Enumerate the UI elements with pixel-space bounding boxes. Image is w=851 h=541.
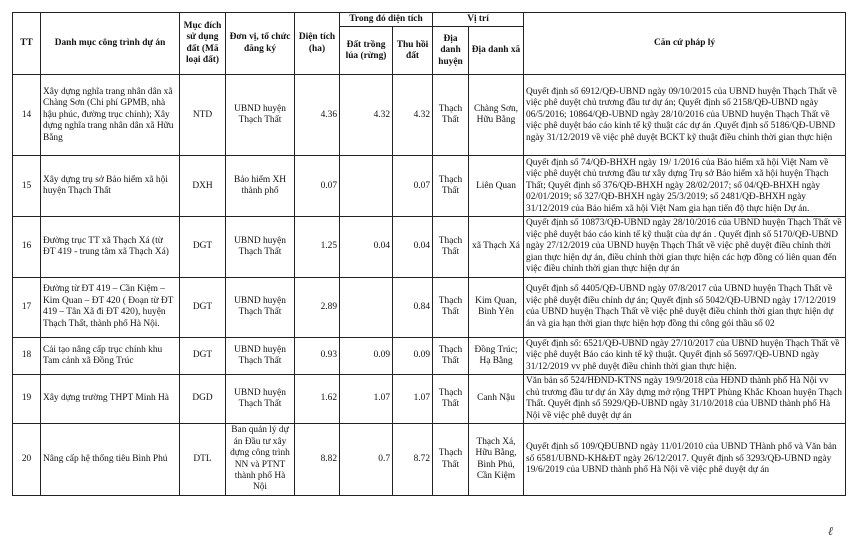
header-area: Diện tích (ha) — [295, 13, 340, 75]
header-tt: TT — [13, 13, 41, 75]
table-row — [13, 217, 846, 277]
row-tt: 19 — [13, 375, 41, 424]
row-reclaim: 0.84 — [393, 277, 433, 337]
row-purpose: DTL — [180, 424, 226, 496]
header-legal: Căn cứ pháp lý — [524, 13, 846, 75]
row-area: 1.25 — [295, 217, 340, 277]
row-tt: 15 — [13, 156, 41, 217]
table-row — [13, 75, 846, 156]
header-unit: Đơn vị, tổ chức đăng ký — [226, 13, 295, 75]
header-reclaim: Thu hồi đất — [393, 27, 433, 75]
row-commune: Đồng Trúc; Hạ Bằng — [469, 337, 524, 374]
row-area: 1.62 — [295, 375, 340, 424]
row-commune: Kim Quan, Bình Yên — [469, 277, 524, 337]
row-legal: Quyết định số: 6521/QĐ-UBND ngày 27/10/2017 của UBND huyện Thạch Thất về việc phê duyệt Báo cáo kinh tế kỹ thuật. Quyết định số 5697/QĐ-UBND ngày 31/12/2019 vv phê duyệt điều chỉnh thời gian thực hiện. — [524, 337, 846, 374]
row-commune: Liên Quan — [469, 156, 524, 217]
row-commune: Canh Nậu — [469, 375, 524, 424]
table-row — [13, 337, 846, 374]
row-area: 4.36 — [295, 75, 340, 156]
row-area: 2.89 — [295, 277, 340, 337]
row-unit: UBND huyện Thạch Thất — [226, 277, 295, 337]
row-purpose: NTD — [180, 75, 226, 156]
row-district: Thạch Thất — [433, 424, 469, 496]
row-legal: Văn bản số 524/HĐND-KTNS ngày 19/9/2018 của HĐND thành phố Hà Nội vv chủ trương đầu tư dự án Xây dựng mở rộng THPT Phùng Khắc Khoan huyện Thạch Thất. Quyết định số 5929/QĐ-UBND ngày 31/10/2018 của UBND thành phố Hà Nội về việc phê duyệt dự án — [524, 375, 846, 424]
row-district: Thạch Thất — [433, 156, 469, 217]
row-purpose: DGD — [180, 375, 226, 424]
row-rice: 0.7 — [340, 424, 393, 496]
row-unit: Bảo hiểm XH thành phố — [226, 156, 295, 217]
row-unit: UBND huyện Thạch Thất — [226, 375, 295, 424]
row-purpose: DGT — [180, 337, 226, 374]
row-rice: 4.32 — [340, 75, 393, 156]
row-reclaim: 0.09 — [393, 337, 433, 374]
row-district: Thạch Thất — [433, 217, 469, 277]
row-project: Xây dựng nghĩa trang nhân dân xã Chàng Sơn (Chi phí GPMB, nhà hậu phúc, đường trục chính); Xây dựng nghĩa trang nhân dân xã Hữu Bằng — [41, 75, 180, 156]
row-district: Thạch Thất — [433, 337, 469, 374]
land-use-table — [12, 12, 846, 496]
signature-mark: ℓ — [828, 524, 833, 538]
row-unit: Ban quản lý dự án Đầu tư xây dựng công trình NN và PTNT thành phố Hà Nội — [226, 424, 295, 496]
row-unit: UBND huyện Thạch Thất — [226, 337, 295, 374]
row-rice: 0.04 — [340, 217, 393, 277]
row-project: Đường từ ĐT 419 – Cần Kiệm – Kim Quan – ĐT 420 ( Đoạn từ ĐT 419 – Tân Xã đi ĐT 420), huyện Thạch Thất, thành phố Hà Nội. — [41, 277, 180, 337]
row-commune: Chàng Sơn, Hữu Bằng — [469, 75, 524, 156]
row-project: Cải tạo nâng cấp trục chính khu Tam cảnh xã Đồng Trúc — [41, 337, 180, 374]
header-group-location: Vị trí — [433, 13, 524, 27]
row-district: Thạch Thất — [433, 277, 469, 337]
row-commune: xã Thạch Xá — [469, 217, 524, 277]
row-legal: Quyết định số 74/QĐ-BHXH ngày 19/ 1/2016 của Bảo hiểm xã hội Việt Nam về việc phê duyệt chủ trương đầu tư xây dựng Trụ sở Bảo hiểm xã hội huyện Thạch Thất; Quyết định số 376/QĐ-BHXH ngày 28/02/2017; số 04/QĐ-BHXH ngày 02/01/2019; số 327/QĐ-BHXH ngày 25/3/2019; số 2481/QĐ-BHXH ngày 31/12/2019 của Bảo hiểm xã hội Việt Nam gia hạn tiến độ thực hiện Dự án. — [524, 156, 846, 217]
row-unit: UBND huyện Thạch Thất — [226, 217, 295, 277]
table-row — [13, 156, 846, 217]
row-legal: Quyết định số 109/QĐUBND ngày 11/01/2010 của UBND THành phố và Văn bản số 6581/UBND-KH&ĐT ngày 26/12/2017. Quyết định số 3293/QĐ-UBND ngày 19/6/2019 của UBND thành phố Hà Nội về việc phê duyệt dự án — [524, 424, 846, 496]
row-area: 8.82 — [295, 424, 340, 496]
row-project: Xây dựng trụ sở Bảo hiểm xã hội huyện Thạch Thất — [41, 156, 180, 217]
row-reclaim: 0.07 — [393, 156, 433, 217]
row-project: Nâng cấp hệ thống tiêu Bình Phú — [41, 424, 180, 496]
row-tt: 17 — [13, 277, 41, 337]
row-district: Thạch Thất — [433, 375, 469, 424]
table-row — [13, 424, 846, 496]
header-group-area: Trong đó diện tích — [340, 13, 433, 27]
table-row — [13, 277, 846, 337]
row-area: 0.07 — [295, 156, 340, 217]
row-tt: 16 — [13, 217, 41, 277]
row-rice — [340, 156, 393, 217]
row-unit: UBND huyện Thạch Thất — [226, 75, 295, 156]
row-purpose: DGT — [180, 277, 226, 337]
header-rice: Đất trồng lúa (rừng) — [340, 27, 393, 75]
row-reclaim: 4.32 — [393, 75, 433, 156]
row-tt: 18 — [13, 337, 41, 374]
row-legal: Quyết định số 4405/QĐ-UBND ngày 07/8/2017 của UBND huyện Thạch Thất về việc phê duyệt điều chỉnh dự án; Quyết định số 5042/QĐ-UBND ngày 17/12/2019 của UBND huyện Thạch Thất về việc phê duyệt điều chỉnh thời gian thực hiện dự án và gia hạn thời gian thực hiện hợp đồng thi công gói thầu số 02 — [524, 277, 846, 337]
row-tt: 14 — [13, 75, 41, 156]
row-rice: 1.07 — [340, 375, 393, 424]
row-purpose: DXH — [180, 156, 226, 217]
row-tt: 20 — [13, 424, 41, 496]
row-legal: Quyết định số 6912/QĐ-UBND ngày 09/10/2015 của UBND huyện Thạch Thất về việc phê duyệt chủ trương đầu tư dự án; Quyết định số 2158/QĐ-UBND ngày 06/5/2016; 10864/QĐ-UBND ngày 28/10/2016 của UBND huyện Thạch Thất về việc phê duyệt báo cáo kinh tế kỹ thuật các dự án .Quyết định số 5186/QĐ-UBND ngày 31/12/2019 về việc phê duyệt BCKT kỹ thuật điều chỉnh thời gian thực hiện — [524, 75, 846, 156]
table-row — [13, 375, 846, 424]
row-rice — [340, 277, 393, 337]
row-reclaim: 0.04 — [393, 217, 433, 277]
header-commune: Địa danh xã — [469, 27, 524, 75]
row-project: Đường trục TT xã Thạch Xá (từ ĐT 419 - trung tâm xã Thạch Xá) — [41, 217, 180, 277]
row-project: Xây dựng trường THPT Minh Hà — [41, 375, 180, 424]
row-commune: Thạch Xá, Hữu Bằng, Bình Phú, Cần Kiệm — [469, 424, 524, 496]
header-district: Địa danh huyện — [433, 27, 469, 75]
row-purpose: DGT — [180, 217, 226, 277]
row-rice: 0.09 — [340, 337, 393, 374]
row-reclaim: 8.72 — [393, 424, 433, 496]
row-district: Thạch Thất — [433, 75, 469, 156]
row-reclaim: 1.07 — [393, 375, 433, 424]
header-purpose: Mục đích sử dụng đất (Mã loại đất) — [180, 13, 226, 75]
header-project: Danh mục công trình dự án — [41, 13, 180, 75]
row-legal: Quyết định số 10873/QĐ-UBND ngày 28/10/2016 của UBND huyện Thạch Thất về việc phê duyệt báo cáo kinh tế kỹ thuật của dự án . Quyết định số 5170/QĐ-UBND ngày 27/12/2019 của UBND huyện Thạch Thất về việc phê duyệt điều chỉnh thời gian thực hiện dự án, điều chỉnh thời gian thực hiện các hợp đồng có liên quan đến việc điều chỉnh thời gian thực hiện dự án — [524, 217, 846, 277]
row-area: 0.93 — [295, 337, 340, 374]
